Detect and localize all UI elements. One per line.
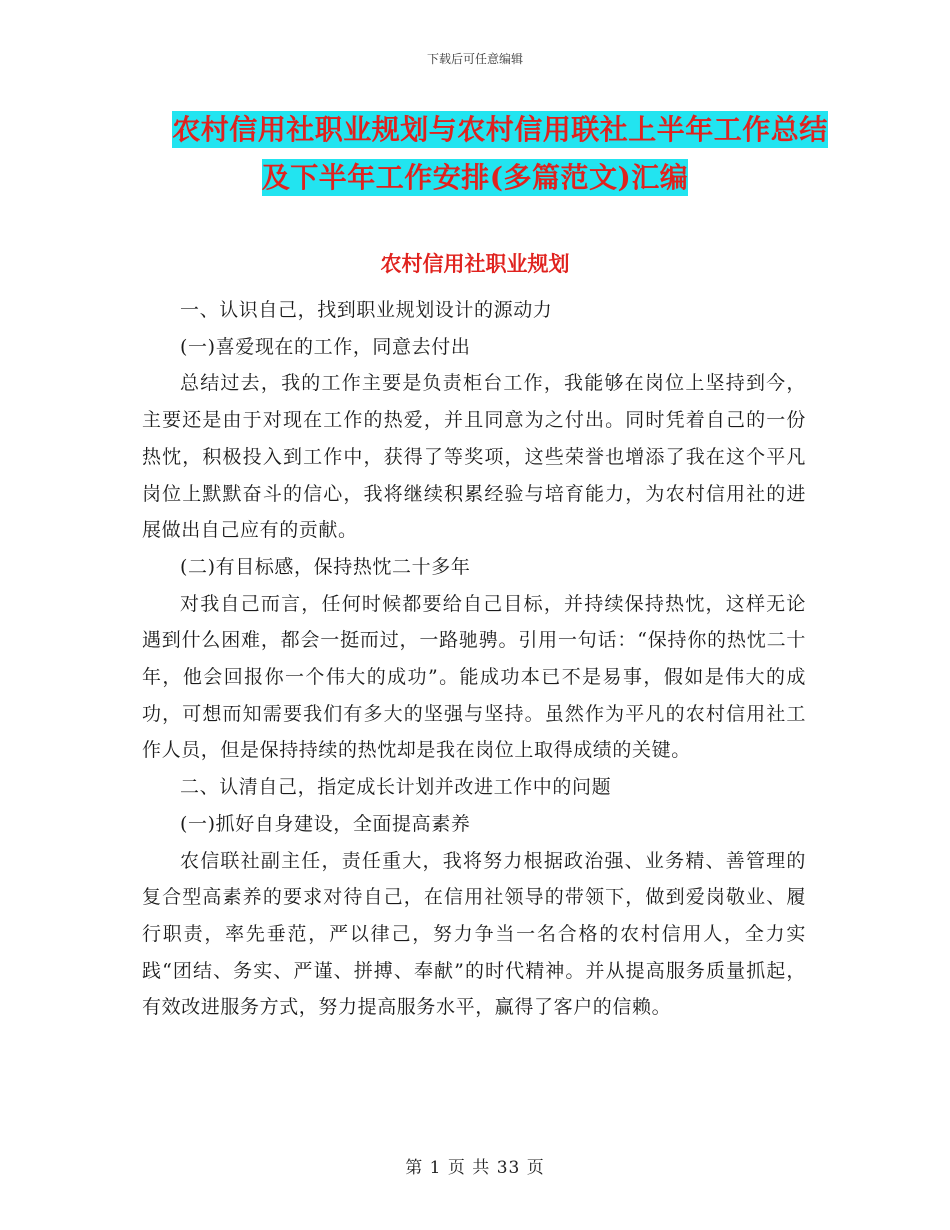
subheading-1-1: (一)喜爱现在的工作，同意去付出 bbox=[180, 335, 471, 358]
paragraph: 农信联社副主任，责任重大，我将努力根据政治强、业务精、善管理的复合型高素养的要求对待自己，在信用社领导的带领下，做到爱岗敬业、履行职责，率先垂范，严以律己，努力争当一名合格的农村信用人，全力实践“团结、务实、严谨、拼搏、奉献”的时代精神。并从提高服务质量抓起，有效改进服务方式，努力提高服务水平，赢得了客户的信赖。 bbox=[142, 849, 806, 1019]
section-title: 农村信用社职业规划 bbox=[380, 251, 570, 276]
header-note: 下载后可任意编辑 bbox=[426, 52, 523, 66]
title-line-2: 及下半年工作安排(多篇范文)汇编 bbox=[261, 161, 689, 194]
paragraph: 总结过去，我的工作主要是负责柜台工作，我能够在岗位上坚持到今，主要还是由于对现在工作的热爱，并且同意为之付出。同时凭着自己的一份热忱，积极投入到工作中，获得了等奖项，这些荣誉也增添了我在这个平凡岗位上默默奋斗的信心，我将继续积累经验与培育能力，为农村信用社的进展做出自己应有的贡献。 bbox=[142, 372, 806, 542]
paragraph: 对我自己而言，任何时候都要给自己目标，并持续保持热忱，这样无论遇到什么困难，都会一挺而过，一路驰骋。引用一句话：“保持你的热忱二十年，他会回报你一个伟大的成功”。能成功本已不是易事，假如是伟大的成功，可想而知需要我们有多大的坚强与坚持。虽然作为平凡的农村信用社工作人员，但是保持持续的热忱却是我在岗位上取得成绩的关键。 bbox=[142, 592, 806, 762]
heading-2: 二、认清自己，指定成长计划并改进工作中的问题 bbox=[180, 776, 612, 799]
subheading-2-1: (一)抓好自身建设，全面提高素养 bbox=[180, 812, 471, 835]
subheading-1-2: (二)有目标感，保持热忱二十多年 bbox=[180, 555, 471, 578]
document-title bbox=[0, 108, 950, 200]
heading-1: 一、认识自己，找到职业规划设计的源动力 bbox=[180, 299, 553, 321]
page-number-footer: 第 1 页 共 33 页 bbox=[405, 1158, 545, 1178]
body-text bbox=[142, 292, 806, 1026]
title-line-1: 农村信用社职业规划与农村信用联社上半年工作总结 bbox=[172, 113, 828, 146]
